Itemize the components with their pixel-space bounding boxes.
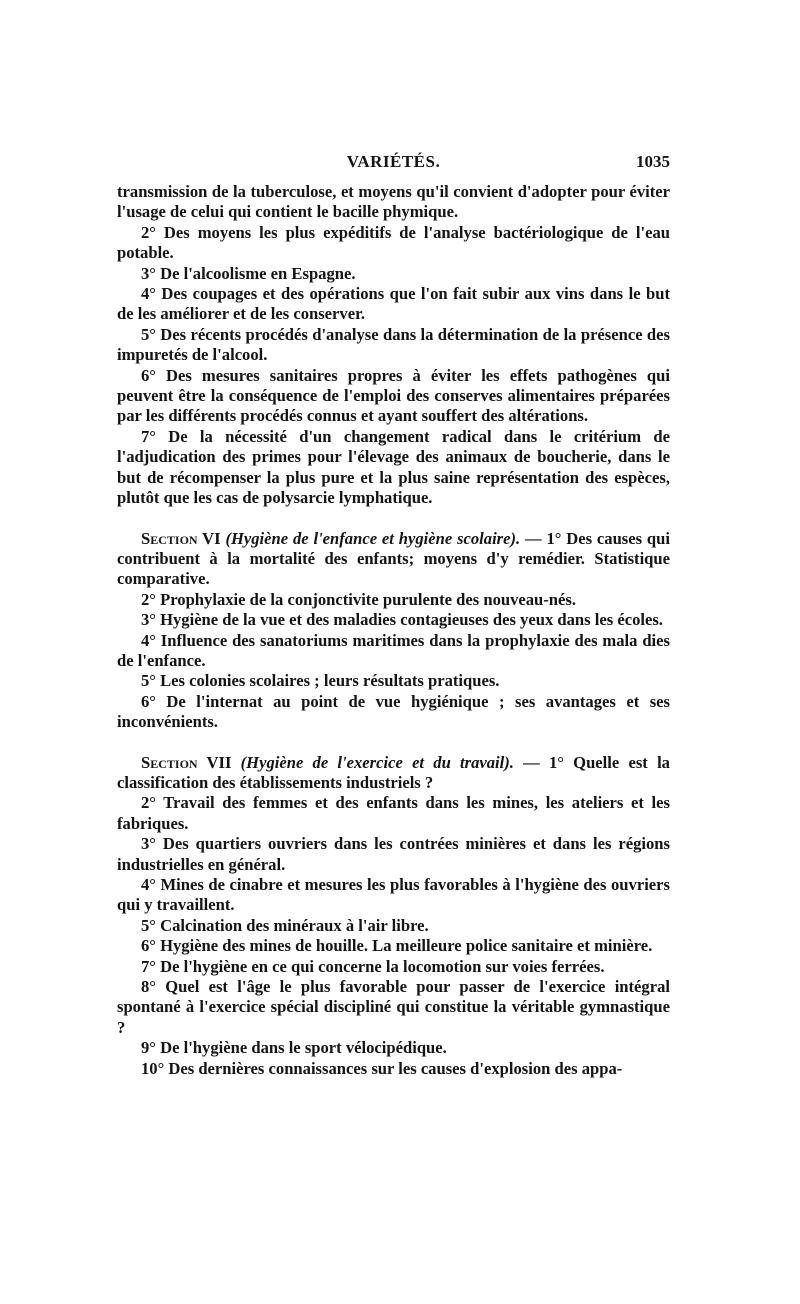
- section-vi: [117, 529, 670, 733]
- document-page: [117, 148, 670, 1079]
- list-item: 9° De l'hygiène dans le sport vélocipédique.: [141, 1038, 447, 1058]
- paragraph: 2° Des moyens les plus expéditifs de l'analyse bactériologique de l'eau potable.: [117, 222, 670, 263]
- paragraph: 4° Des coupages et des opérations que l'on fait subir aux vins dans le but de les améliorer et de les conserver.: [117, 284, 670, 324]
- section-lead: — 1° Quelle est la classification des établissements industriels ?: [117, 752, 670, 792]
- section-title: (Hygiène de l'exercice et du travail).: [240, 752, 514, 772]
- running-header: [117, 148, 670, 182]
- list-item: 4° Influence des sanatoriums maritimes dans la prophylaxie des mala dies de l'enfance.: [117, 630, 670, 670]
- list-item: 7° De l'hygiène en ce qui concerne la locomotion sur voies ferrées.: [141, 956, 605, 976]
- list-item: 6° Hygiène des mines de houille. La meilleure police sanitaire et minière.: [141, 936, 653, 956]
- paragraph: transmission de la tuberculose, et moyens qu'il convient d'adopter pour éviter l'usage de celui qui contient le bacille phymique.: [117, 182, 670, 222]
- list-item: 2° Prophylaxie de la conjonctivite purulente des nouveau-nés.: [141, 589, 577, 609]
- page-number: 1035: [636, 152, 670, 171]
- section-label: Section VII: [141, 752, 232, 772]
- list-item: 5° Calcination des minéraux à l'air libre.: [141, 915, 429, 935]
- list-item: 3° Hygiène de la vue et des maladies contagieuses des yeux dans les écoles.: [141, 610, 663, 630]
- section-heading-paragraph: [117, 529, 670, 590]
- section-lead: — 1° Des causes qui contribuent à la mortalité des enfants; moyens d'y remédier. Statistique comparative.: [117, 528, 671, 589]
- section-vii: [117, 753, 670, 1080]
- section-spacer: [117, 733, 670, 753]
- paragraph: 7° De la nécessité d'un changement radical dans le critérium de l'adjudication des primes pour l'élevage des animaux de boucherie, dans le but de récompenser la plus pure et la plus saine représentation des espèces, plutôt que les cas de polysarcie lymphatique.: [117, 426, 670, 508]
- list-item: 8° Quel est l'âge le plus favorable pour passer de l'exercice intégral spontané à l'exercice spécial discipliné qui constitue la véritable gymnastique ?: [117, 977, 670, 1037]
- section-label: Section VI: [141, 528, 221, 548]
- paragraph: 6° Des mesures sanitaires propres à éviter les effets pathogènes qui peuvent être la conséquence de l'emploi des conserves alimentaires préparées par les différents procédés connus et ayant souffert des altérations.: [117, 365, 670, 426]
- list-item: 5° Les colonies scolaires ; leurs résultats pratiques.: [141, 671, 500, 691]
- list-item: 3° Des quartiers ouvriers dans les contrées minières et dans les régions industrielles en général.: [117, 834, 670, 874]
- section-spacer: [117, 509, 670, 529]
- list-item: 6° De l'internat au point de vue hygiénique ; ses avantages et ses inconvénients.: [117, 691, 670, 732]
- intro-block: [117, 182, 670, 509]
- list-item: 4° Mines de cinabre et mesures les plus favorables à l'hygiène des ouvriers qui y travaillent.: [117, 875, 670, 915]
- section-title: (Hygiène de l'enfance et hygiène scolaire).: [225, 528, 521, 548]
- running-title: VARIÉTÉS.: [346, 152, 441, 171]
- list-item: 2° Travail des femmes et des enfants dans les mines, les ateliers et les fabriques.: [117, 793, 670, 833]
- list-item: 10° Des dernières connaissances sur les causes d'explosion des appa-: [141, 1058, 623, 1078]
- paragraph: 5° Des récents procédés d'analyse dans la détermination de la présence des impuretés de l'alcool.: [117, 324, 670, 365]
- paragraph: 3° De l'alcoolisme en Espagne.: [141, 263, 356, 283]
- section-heading-paragraph: [117, 753, 670, 794]
